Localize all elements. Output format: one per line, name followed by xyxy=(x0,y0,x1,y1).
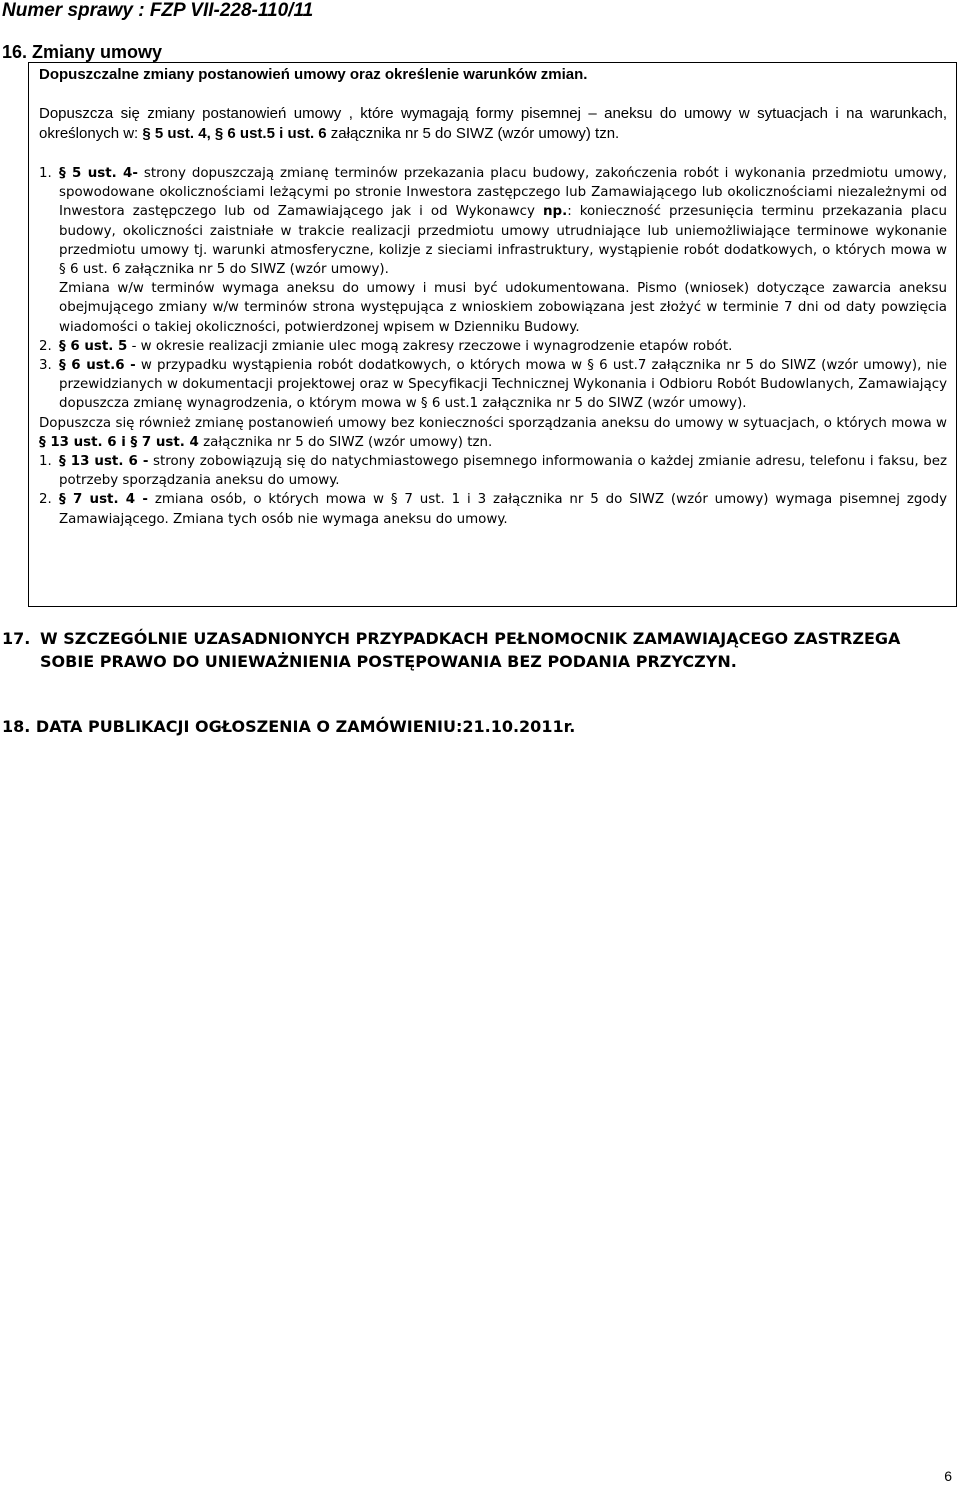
list-number: 2. xyxy=(39,338,52,354)
list-text: - w okresie realizacji zmianie ulec mogą zakresy rzeczowe i wynagrodzenie etapów robót. xyxy=(127,338,733,354)
list-item xyxy=(39,490,947,528)
list-number: 1. xyxy=(39,166,52,181)
intro-text: Dopuszcza się zmiany postanowień umowy , które wymagają formy pisemnej – aneksu do umowy w sytuacjach i na warunkach, określonych w: xyxy=(39,105,947,142)
list-text: : konieczność przesunięcia terminu przekazania placu budowy, okoliczności zaistniałe w trakcie realizacji przedmiotu umowy utrudniające lub uniemożliwiające terminowe wykonanie przedmiotu umowy tj. warunki atmosferyczne, kolizje z sieciami infrastruktury, wystąpienie robót dodatkowych, o których mowa w § 6 ust. 6 załącznika nr 5 do SIWZ (wzór umowy). xyxy=(59,204,947,278)
section-16-title: 16. Zmiany umowy xyxy=(2,42,163,62)
intro-reference: § 5 ust. 4, § 6 ust.5 i ust. 6 xyxy=(142,125,327,142)
list-text: strony dopuszczają zmianę terminów przekazania placu budowy, zakończenia robót i wykonania przedmiotu umowy, spowodowane okolicznościami leżącymi po stronie Inwestora zastępczego lub Zamawiającego lub okolicznościami niezależnymi od Inwestora zastępczego lub od Zamawiającego jak i od Wykonawcy xyxy=(59,166,947,220)
list-number: 1. xyxy=(39,454,52,470)
list-reference: § 7 ust. 4 - xyxy=(59,492,148,508)
list-number: 2. xyxy=(39,492,52,508)
list-number: 3. xyxy=(39,358,52,374)
list-item xyxy=(39,356,947,414)
section-16-body xyxy=(39,164,947,529)
section-16-intro xyxy=(39,104,947,144)
section-18: 18. DATA PUBLIKACJI OGŁOSZENIA O ZAMÓWIENIU:21.10.2011r. xyxy=(2,717,576,736)
list-reference: § 5 ust. 4- xyxy=(59,166,138,181)
list-item xyxy=(39,164,947,337)
section-17 xyxy=(2,628,922,673)
list-text: zmiana osób, o których mowa w § 7 ust. 1 i 3 załącznika nr 5 do SIWZ (wzór umowy) wymaga pisemnej zgody Zamawiającego. Zmiana tych osób nie wymaga aneksu do umowy. xyxy=(59,492,947,527)
section-17-text: W SZCZEGÓLNIE UZASADNIONYCH PRZYPADKACH PEŁNOMOCNIK ZAMAWIAJĄCEGO ZASTRZEGA SOBIE PRAWO DO UNIEWAŻNIENIA POSTĘPOWANIA BEZ PODANIA PRZYCZYN. xyxy=(40,629,901,671)
page-number: 6 xyxy=(944,1468,952,1484)
list-reference: § 6 ust.6 - xyxy=(59,358,136,374)
section-16-box xyxy=(28,62,957,607)
section-16-subtitle: Dopuszczalne zmiany postanowień umowy oraz określenie warunków zmian. xyxy=(39,66,588,83)
list-reference: § 6 ust. 5 xyxy=(59,338,128,354)
paragraph-reference: § 13 ust. 6 i § 7 ust. 4 xyxy=(39,434,199,450)
list-text: w przypadku wystąpienia robót dodatkowych, o których mowa w § 6 ust.7 załącznika nr 5 do SIWZ (wzór umowy), nie przewidzianych w dokumentacji projektowej oraz w Specyfikacji Technicznej Wykonania i Odbioru Robót Budowlanych, Zamawiający dopuszcza zmianę wynagrodzenia, o którym mowa w § 6 ust.1 załącznika nr 5 do SIWZ (wzór umowy). xyxy=(59,358,947,412)
list-reference: § 13 ust. 6 - xyxy=(59,454,149,470)
paragraph-text: Dopuszcza się również zmianę postanowień umowy bez konieczności sporządzania aneksu do umowy w sytuacjach, o których mowa w xyxy=(39,415,947,431)
list-text-continued: Zmiana w/w terminów wymaga aneksu do umowy i musi być udokumentowana. Pismo (wniosek) dotyczące zawarcia aneksu obejmującego zmiany w/w terminów strona występująca z wnioskiem zobowiązana jest złożyć w terminie 7 dni od daty powzięcia wiadomości o takiej okoliczności, potwierdzonej wpisem w Dzienniku Budowy. xyxy=(59,281,947,335)
paragraph-also xyxy=(39,414,947,452)
list-item xyxy=(39,452,947,490)
list-item xyxy=(39,337,947,356)
section-17-number: 17. xyxy=(2,629,31,648)
list-text: strony zobowiązują się do natychmiastowego pisemnego informowania o każdej zmianie adresu, telefonu i faksu, bez potrzeby sporządzania aneksu do umowy. xyxy=(59,454,948,489)
paragraph-text-end: załącznika nr 5 do SIWZ (wzór umowy) tzn. xyxy=(198,434,493,450)
intro-text-end: załącznika nr 5 do SIWZ (wzór umowy) tzn. xyxy=(326,125,620,142)
case-number-header: Numer sprawy : FZP VII-228-110/11 xyxy=(2,0,314,21)
list-emphasis: np. xyxy=(542,204,568,220)
